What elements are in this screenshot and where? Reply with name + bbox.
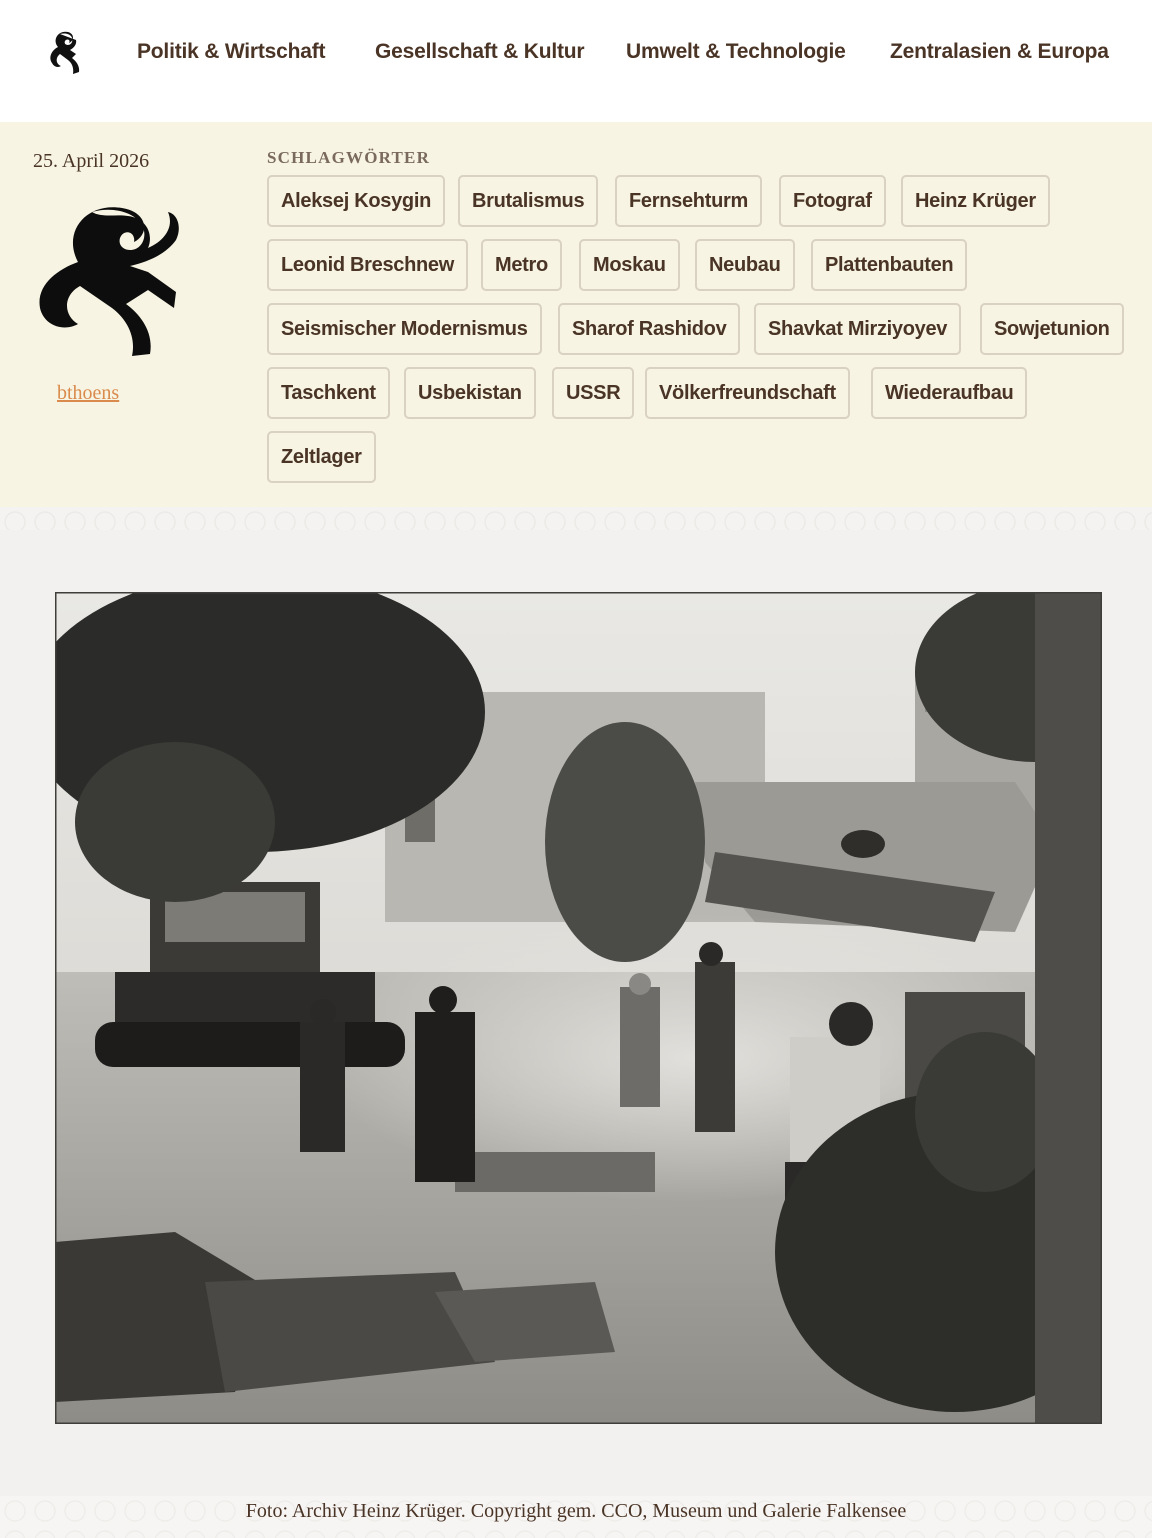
tag-seismischer-modernismus[interactable]: Seismischer Modernismus <box>267 303 542 355</box>
tag-fernsehturm[interactable]: Fernsehturm <box>615 175 762 227</box>
tags-heading: SCHLAGWÖRTER <box>267 148 431 167</box>
tag-wiederaufbau[interactable]: Wiederaufbau <box>871 367 1027 419</box>
tag-plattenbauten[interactable]: Plattenbauten <box>811 239 967 291</box>
nav-umwelt-technologie[interactable]: Umwelt & Technologie <box>626 40 846 63</box>
tag-sowjetunion[interactable]: Sowjetunion <box>980 303 1124 355</box>
tag-zeltlager[interactable]: Zeltlager <box>267 431 376 483</box>
author-link[interactable]: bthoens <box>57 382 120 404</box>
tag-metro[interactable]: Metro <box>481 239 562 291</box>
tag-leonid-breschnew[interactable]: Leonid Breschnew <box>267 239 468 291</box>
tag-usbekistan[interactable]: Usbekistan <box>404 367 536 419</box>
tag-moskau[interactable]: Moskau <box>579 239 680 291</box>
article-photo <box>55 592 1102 1424</box>
nav-zentralasien-europa[interactable]: Zentralasien & Europa <box>890 40 1109 63</box>
tag-ussr[interactable]: USSR <box>552 367 634 419</box>
photo-caption: Foto: Archiv Heinz Krüger. Copyright gem. CCO, Museum und Galerie Falkensee <box>245 1500 907 1522</box>
tag-neubau[interactable]: Neubau <box>695 239 795 291</box>
tag-sharof-rashidov[interactable]: Sharof Rashidov <box>558 303 740 355</box>
tag-heinz-krueger[interactable]: Heinz Krüger <box>901 175 1050 227</box>
site-header <box>0 0 1152 122</box>
tag-taschkent[interactable]: Taschkent <box>267 367 390 419</box>
tag-voelkerfreundschaft[interactable]: Völkerfreundschaft <box>645 367 850 419</box>
tag-shavkat-mirziyoyev[interactable]: Shavkat Mirziyoyev <box>754 303 961 355</box>
main-nav <box>0 40 1152 70</box>
nav-gesellschaft-kultur[interactable]: Gesellschaft & Kultur <box>375 40 585 63</box>
nav-politik-wirtschaft[interactable]: Politik & Wirtschaft <box>137 40 326 63</box>
article-meta-panel <box>0 122 1152 507</box>
tag-fotograf[interactable]: Fotograf <box>779 175 886 227</box>
article-photo-frame <box>0 530 1152 1496</box>
tag-brutalismus[interactable]: Brutalismus <box>458 175 598 227</box>
publish-date: 25. April 2026 <box>33 150 150 172</box>
tag-aleksej-kosygin[interactable]: Aleksej Kosygin <box>267 175 445 227</box>
author-avatar-logo-icon <box>36 204 180 358</box>
